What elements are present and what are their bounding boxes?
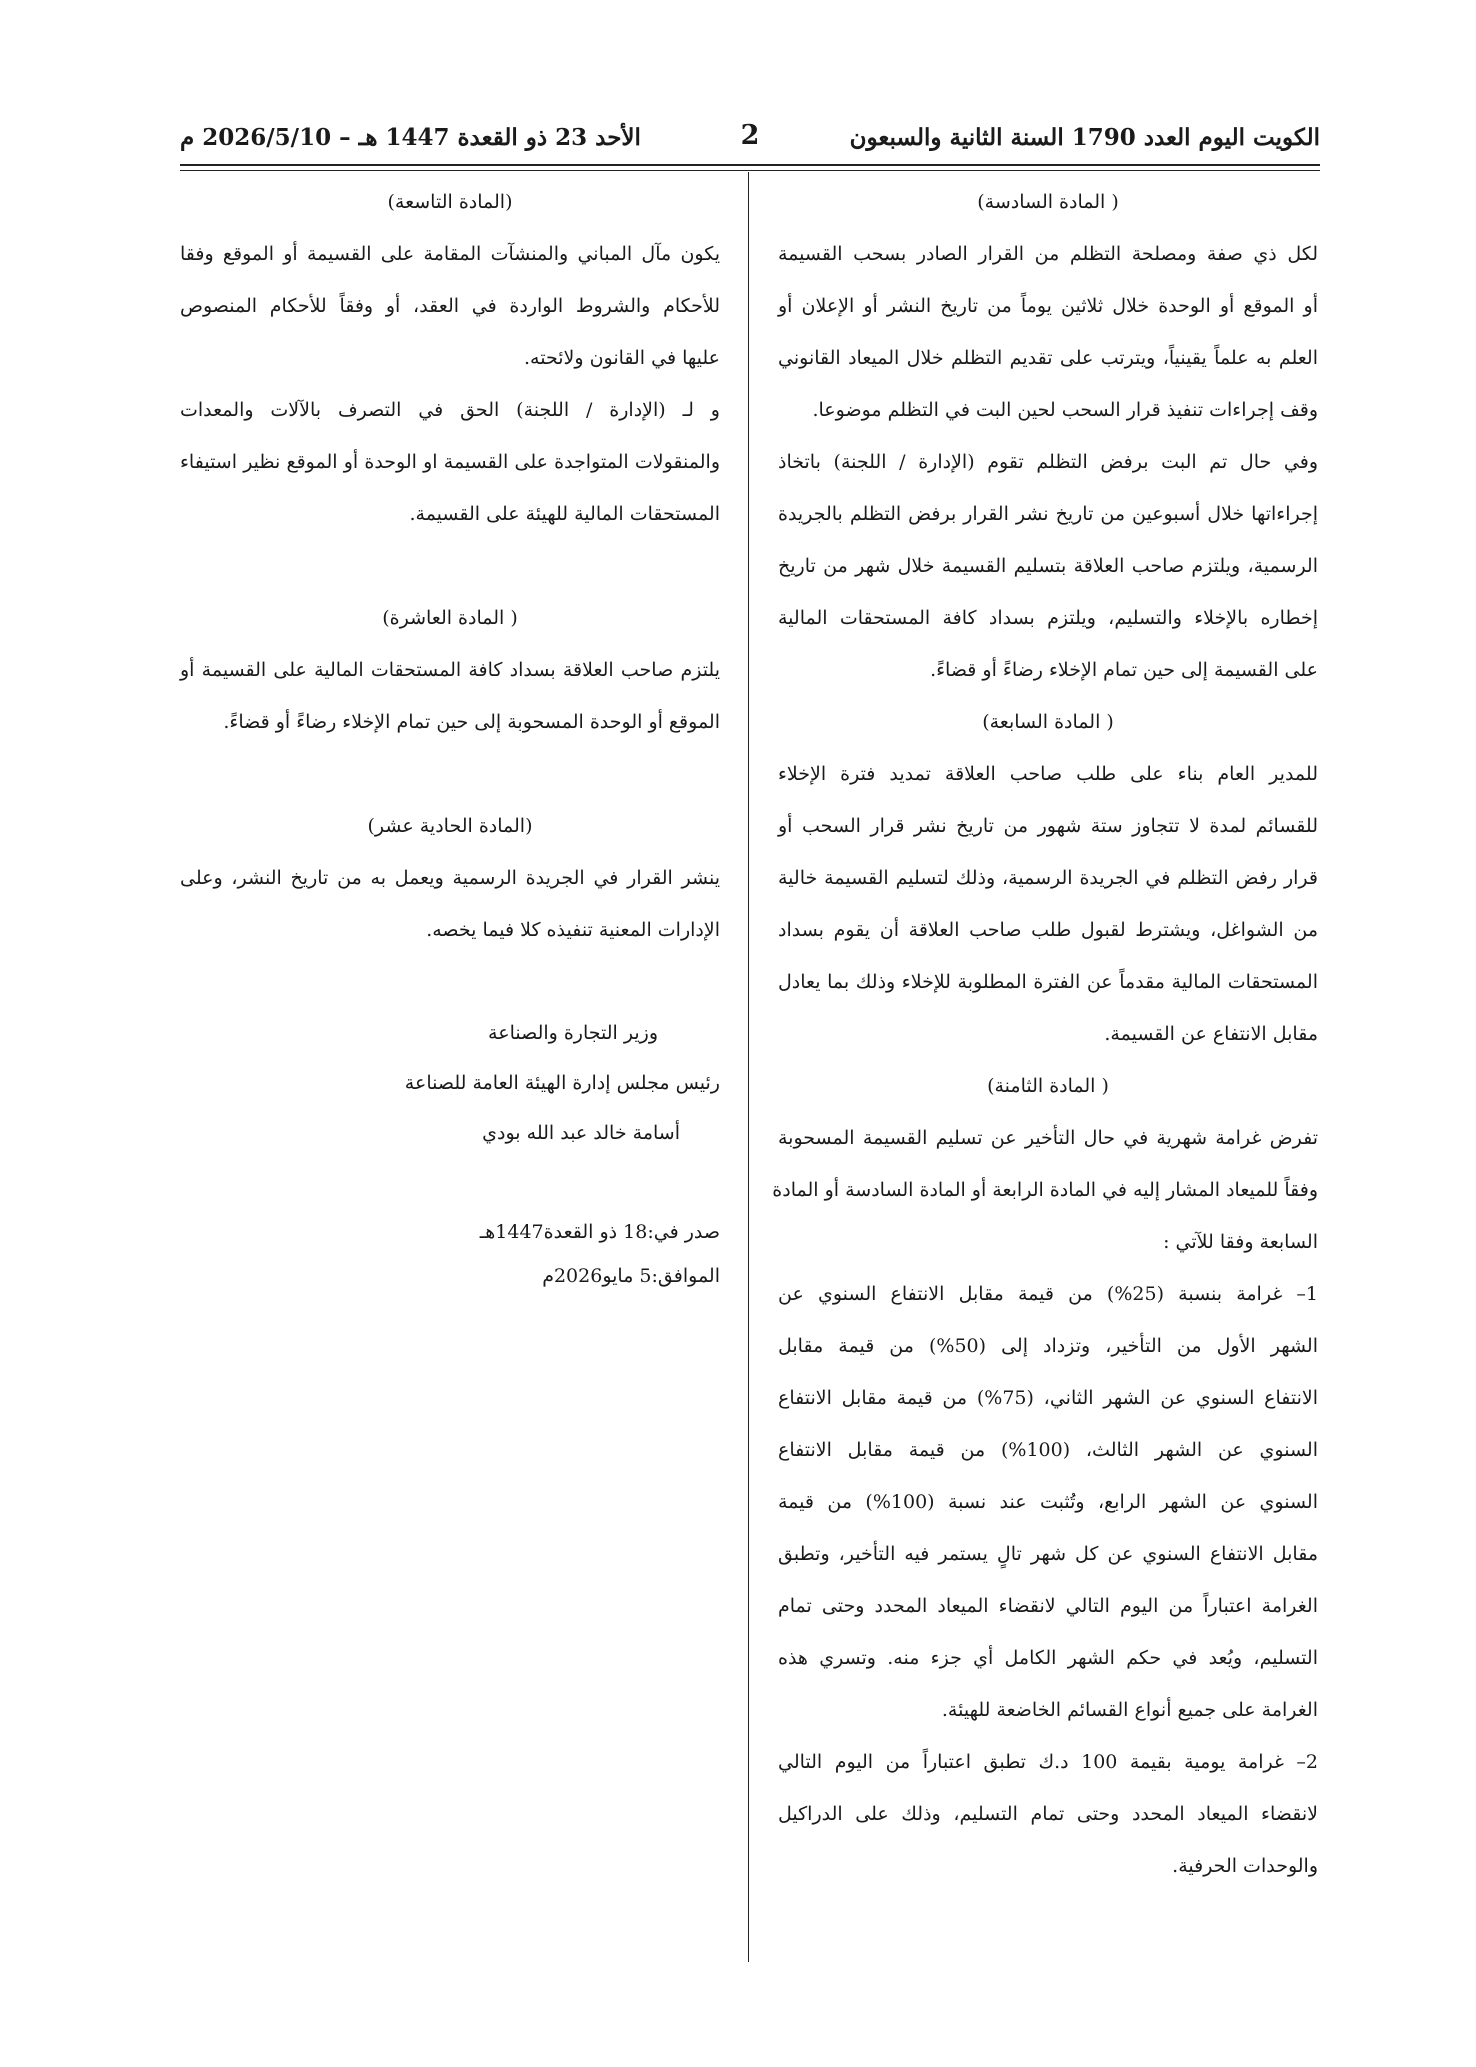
text-line: عليها في القانون ولائحته. (524, 347, 720, 369)
text-line: إجراءاتها خلال أسبوعين من تاريخ نشر القرار برفض التظلم بالجريدة (778, 503, 1318, 525)
text-line: و لـ (الإدارة / اللجنة) الحق في التصرف بالآلات والمعدات (180, 399, 720, 421)
text-line: الموقع أو الوحدة المسحوبة إلى حين تمام الإخلاء رضاءً أو قضاءً. (223, 711, 720, 733)
right-column (772, 176, 1318, 1892)
text-line: لكل ذي صفة ومصلحة التظلم من القرار الصادر بسحب القسيمة (778, 243, 1318, 265)
text-line: السنوي عن الشهر الرابع، وتُثبت عند نسبة (100%) من قيمة (778, 1491, 1318, 1513)
text-line: ينشر القرار في الجريدة الرسمية ويعمل به من تاريخ النشر، وعلى (180, 867, 720, 889)
article-heading: ( المادة السابعة) (982, 711, 1114, 733)
spacer (180, 1158, 720, 1210)
text-line: الشهر الأول من التأخير، وتزداد إلى (50%) من قيمة مقابل (778, 1335, 1318, 1357)
spacer (180, 748, 720, 800)
text-line: 2– غرامة يومية بقيمة 100 د.ك تطبق اعتباراً من اليوم التالي (778, 1751, 1318, 1773)
article-9 (180, 176, 720, 540)
text-line: الإدارات المعنية تنفيذه كلا فيما يخصه. (426, 919, 720, 941)
page-header (180, 118, 1320, 162)
column-divider (748, 172, 749, 1962)
article-11 (180, 800, 720, 956)
text-line: أو الموقع أو الوحدة خلال ثلاثين يوماً من تاريخ النشر أو الإعلان أو (778, 295, 1318, 317)
text-line: الغرامة اعتباراً من اليوم التالي لانقضاء الميعاد المحدد وحتى تمام (778, 1595, 1318, 1617)
spacer (180, 956, 720, 1008)
left-column (180, 176, 720, 1298)
text-line: وفي حال تم البت برفض التظلم تقوم (الإدارة / اللجنة) باتخاذ (778, 451, 1318, 473)
text-line: المستحقات المالية مقدماً عن الفترة المطلوبة للإخلاء وذلك بما يعادل (778, 971, 1318, 993)
text-line: الغرامة على جميع أنواع القسائم الخاضعة للهيئة. (941, 1699, 1318, 1721)
text-line: مقابل الانتفاع عن القسيمة. (1104, 1023, 1318, 1045)
text-line: وفقاً للميعاد المشار إليه في المادة الرابعة أو المادة السادسة أو المادة (772, 1179, 1318, 1201)
article-7 (778, 696, 1318, 1060)
page-number: 2 (740, 120, 760, 151)
text-line: لانقضاء الميعاد المحدد وحتى تمام التسليم، وذلك على الدراكيل (778, 1803, 1318, 1825)
text-line: للمدير العام بناء على طلب صاحب العلاقة تمديد فترة الإخلاء (778, 763, 1318, 785)
text-line: مقابل الانتفاع السنوي عن كل شهر تالٍ يستمر فيه التأخير، وتطبق (778, 1543, 1318, 1565)
text-line: والوحدات الحرفية. (1172, 1855, 1318, 1877)
article-8 (772, 1060, 1318, 1892)
text-line: السنوي عن الشهر الثالث، (100%) من قيمة مقابل الانتفاع (778, 1439, 1318, 1461)
signatory-title: وزير التجارة والصناعة (488, 1022, 658, 1044)
article-heading: ( المادة العاشرة) (382, 607, 518, 629)
signatory-name: أسامة خالد عبد الله بودي (482, 1122, 680, 1144)
issue-date-block (180, 1210, 720, 1298)
text-line: من الشواغل، ويشترط لقبول طلب صاحب العلاقة أن يقوم بسداد (778, 919, 1318, 941)
text-line: تفرض غرامة شهرية في حال التأخير عن تسليم القسيمة المسحوبة (778, 1127, 1318, 1149)
article-heading: (المادة الحادية عشر) (367, 815, 533, 837)
signatory-position: رئيس مجلس إدارة الهيئة العامة للصناعة (404, 1072, 720, 1094)
text-line: قرار رفض التظلم في الجريدة الرسمية، وذلك لتسليم القسيمة خالية (778, 867, 1318, 889)
text-line: للقسائم لمدة لا تتجاوز ستة شهور من تاريخ نشر قرار السحب أو (778, 815, 1318, 837)
text-line: المستحقات المالية للهيئة على القسيمة. (409, 503, 720, 525)
article-heading: ( المادة السادسة) (977, 191, 1119, 213)
header-rule-thick (180, 164, 1320, 166)
text-line: يكون مآل المباني والمنشآت المقامة على القسيمة أو الموقع وفقا (180, 243, 720, 265)
signature-block (180, 1008, 720, 1158)
issue-date-gregorian: الموافق:5 مايو2026م (542, 1265, 720, 1287)
text-line: التسليم، ويُعد في حكم الشهر الكامل أي جزء منه. وتسري هذه (778, 1647, 1318, 1669)
text-line: العلم به علماً يقينياً، ويترتب على تقديم التظلم خلال الميعاد القانوني (778, 347, 1318, 369)
article-heading: ( المادة الثامنة) (987, 1075, 1109, 1097)
text-line: 1– غرامة بنسبة (25%) من قيمة مقابل الانتفاع السنوي عن (778, 1283, 1318, 1305)
newspaper-issue-info: الكويت اليوم العدد 1790 السنة الثانية والسبعون (849, 124, 1320, 151)
article-6 (778, 176, 1318, 696)
text-line: الانتفاع السنوي عن الشهر الثاني، (75%) من قيمة مقابل الانتفاع (778, 1387, 1318, 1409)
text-line: للأحكام والشروط الواردة في العقد، أو وفقاً للأحكام المنصوص (180, 295, 720, 317)
spacer (180, 540, 720, 592)
text-line: الرسمية، ويلتزم صاحب العلاقة بتسليم القسيمة خلال شهر من تاريخ (778, 555, 1318, 577)
text-line: السابعة وفقا للآتي : (1163, 1231, 1318, 1253)
header-rule-thin (180, 170, 1320, 171)
text-line: يلتزم صاحب العلاقة بسداد كافة المستحقات المالية على القسيمة أو (180, 659, 720, 681)
issue-date-hijri: صدر في:18 ذو القعدة1447هـ (479, 1221, 720, 1243)
text-line: على القسيمة إلى حين تمام الإخلاء رضاءً أو قضاءً. (930, 659, 1318, 681)
publication-date: الأحد 23 ذو القعدة 1447 هـ – 2026/5/10 م (180, 124, 641, 151)
text-line: والمنقولات المتواجدة على القسيمة او الوحدة أو الموقع نظير استيفاء (180, 451, 720, 473)
article-10 (180, 592, 720, 748)
text-line: إخطاره بالإخلاء والتسليم، ويلتزم بسداد كافة المستحقات المالية (778, 607, 1318, 629)
article-heading: (المادة التاسعة) (387, 191, 513, 213)
text-line: وقف إجراءات تنفيذ قرار السحب لحين البت في التظلم موضوعا. (812, 399, 1318, 421)
